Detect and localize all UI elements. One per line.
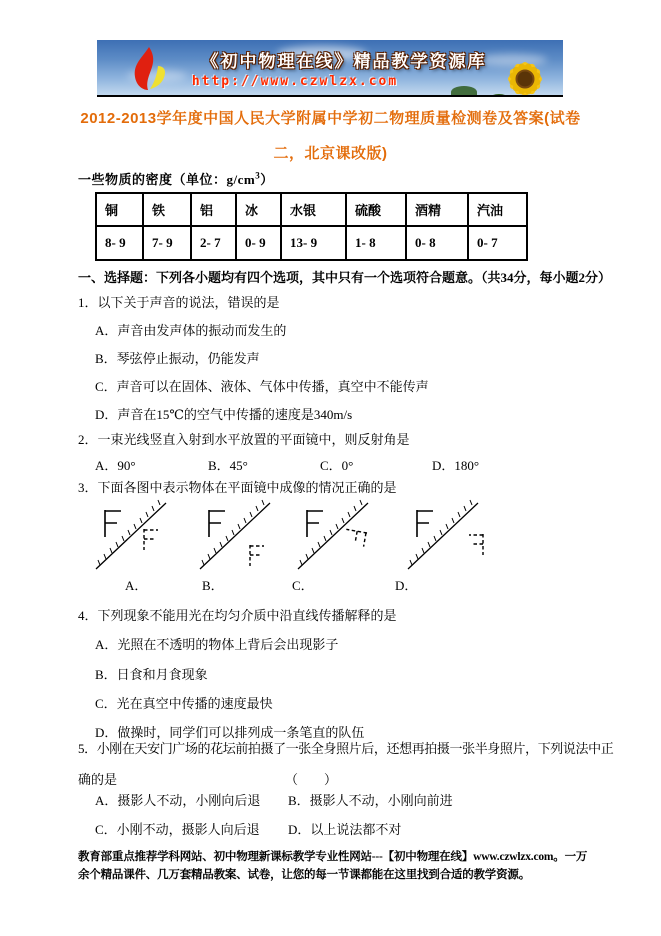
document-title (76, 101, 585, 171)
question-5-option-a: A．摄影人不动，小刚向后退 (95, 793, 261, 808)
site-banner (97, 40, 563, 97)
figure-a-label: A． (125, 578, 148, 593)
value-cell: 0- 7 (468, 226, 527, 260)
figure-b-label: B． (202, 578, 224, 593)
question-4-option-c: C．光在真空中传播的速度最快 (95, 696, 273, 711)
document-title-line1: 2012-2013学年度中国人民大学附属中学初二物理质量检测卷及答案(试卷 (80, 110, 581, 127)
question-4-stem: 4．下列现象不能用光在均匀介质中沿直线传播解释的是 (78, 608, 397, 623)
question-1-option-c: C．声音可以在固体、液体、气体中传播，真空中不能传声 (95, 379, 429, 394)
question-3-stem: 3．下面各图中表示物体在平面镜中成像的情况正确的是 (78, 480, 397, 495)
footer-promo-text: 教育部重点推荐学科网站、初中物理新课标教学专业性网站---【初中物理在线】www.czwlzx.com。一万余个精品课件、几万套精品教案、试卷，让您的每一节课都能在这里找到合适的教学资源。 (78, 851, 588, 881)
question-4-option-d: D．做操时，同学们可以排列成一条笔直的队伍 (95, 725, 365, 740)
value-cell: 13- 9 (281, 226, 346, 260)
question-4-option-a: A．光照在不透明的物体上背后会出现影子 (95, 637, 339, 652)
question-4-option-b: B．日食和月食现象 (95, 667, 208, 682)
question-2-option-a: A．90° (95, 458, 136, 473)
value-cell: 7- 9 (143, 226, 191, 260)
caption-superscript: 3 (255, 170, 261, 181)
question-5-option-b: B．摄影人不动，小刚向前进 (288, 793, 453, 808)
question-3-figure-c (290, 497, 385, 575)
density-table-value-row (96, 226, 527, 260)
header-cell: 铁 (143, 193, 191, 226)
value-cell: 2- 7 (191, 226, 236, 260)
question-2-stem: 2．一束光线竖直入射到水平放置的平面镜中，则反射角是 (78, 432, 410, 447)
section-heading: 一、选择题：下列各小题均有四个选项，其中只有一个选项符合题意。（共34分，每小题2分） (78, 270, 612, 285)
question-3-figure-a (88, 497, 183, 575)
header-cell: 铜 (96, 193, 143, 226)
header-cell: 冰 (236, 193, 281, 226)
header-cell: 铝 (191, 193, 236, 226)
value-cell: 0- 9 (236, 226, 281, 260)
banner-site-title: 《初中物理在线》精品教学资源库 (201, 52, 487, 71)
value-cell: 1- 8 (346, 226, 406, 260)
header-cell: 汽油 (468, 193, 527, 226)
caption-close: ） (260, 172, 274, 187)
question-2-option-d: D．180° (432, 458, 480, 473)
document-title-line2: 二，北京课改版) (273, 145, 388, 162)
figure-c-label: C． (292, 578, 314, 593)
banner-site-url: http://www.czwlzx.com (191, 74, 399, 89)
value-cell: 0- 8 (406, 226, 468, 260)
question-5-option-c: C．小刚不动，摄影人向后退 (95, 822, 260, 837)
header-cell: 酒精 (406, 193, 468, 226)
sunflower-icon (489, 47, 559, 97)
bush-decoration (451, 86, 477, 97)
question-5-stem-line2: 确的是 (78, 772, 118, 787)
question-1-option-d: D．声音在15℃的空气中传播的速度是340m/s (95, 407, 353, 422)
header-cell: 硫酸 (346, 193, 406, 226)
question-1-option-a: A．声音由发声体的振动而发生的 (95, 323, 287, 338)
question-2-option-c: C．0° (320, 458, 354, 473)
header-cell: 水银 (281, 193, 346, 226)
question-1-option-b: B．琴弦停止振动，仍能发声 (95, 351, 260, 366)
question-5-answer-bracket: （ ） (285, 772, 338, 787)
question-3-figure-d (400, 497, 495, 575)
question-5-stem-line1: 5．小刚在天安门广场的花坛前拍摄了一张全身照片后，还想再拍摄一张半身照片，下列说法中正 (78, 741, 614, 756)
value-cell: 8- 9 (96, 226, 143, 260)
question-5-option-d: D．以上说法都不对 (288, 822, 402, 837)
figure-d-label: D． (395, 578, 418, 593)
density-table-caption (78, 169, 274, 188)
density-table (95, 192, 528, 261)
question-3-figure-b (192, 497, 287, 575)
question-2-option-b: B．45° (208, 458, 248, 473)
caption-text: 一些物质的密度（单位：g/cm (78, 172, 256, 187)
question-1-stem: 1．以下关于声音的说法，错误的是 (78, 295, 280, 310)
density-table-header-row (96, 193, 527, 226)
